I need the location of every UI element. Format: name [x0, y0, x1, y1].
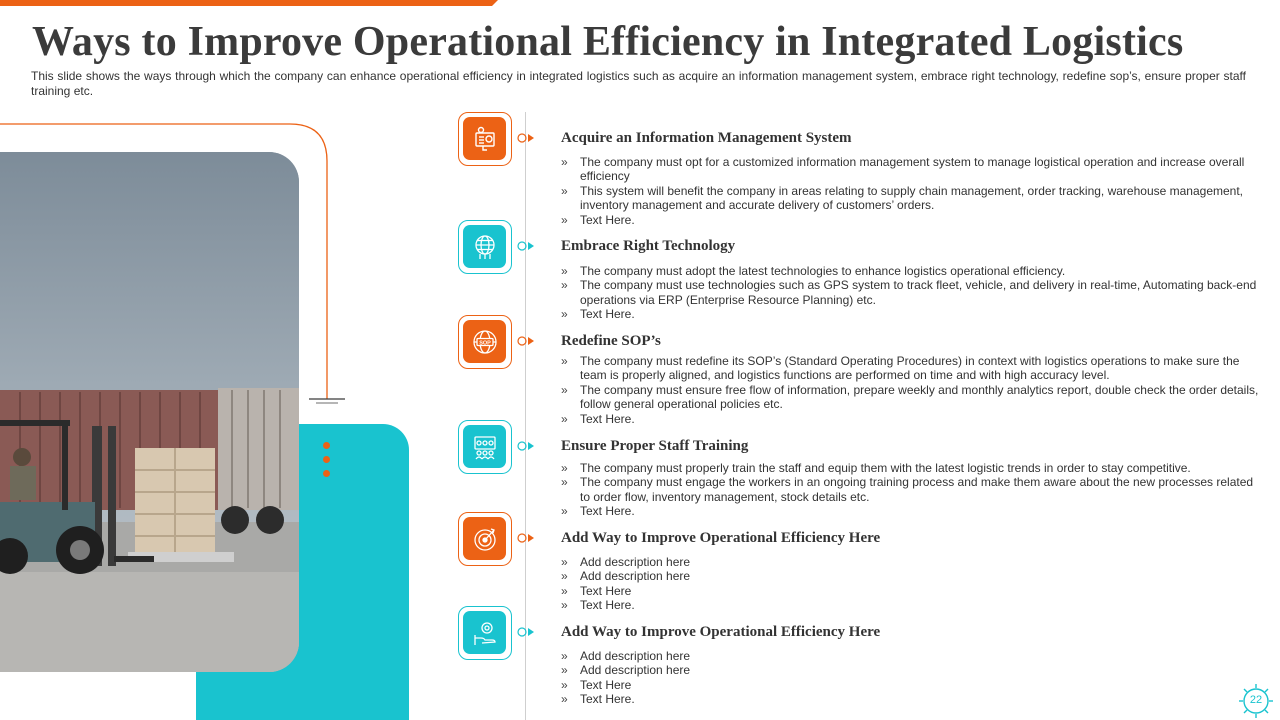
item-bullets — [561, 264, 1261, 322]
bullet-point: » The company must properly train the staff and equip them with the latest logistic trends in order to stay competitive. — [561, 461, 1261, 475]
bullet-point: » Text Here — [561, 584, 1261, 598]
bullet-point: » The company must redefine its SOP’s (Standard Operating Procedures) in context with logistics operations to make sure the team is properly aligned, and logistics functions are performed on time and with high accuracy level. — [561, 354, 1261, 383]
timeline-node-orange — [517, 132, 535, 144]
bullet-point: » Add description here — [561, 555, 1261, 569]
item-title: Ensure Proper Staff Training — [561, 438, 749, 454]
slide-title: Ways to Improve Operational Efficiency in Integrated Logistics — [32, 19, 1184, 65]
bullet-point: » Add description here — [561, 569, 1261, 583]
bullet-point: » The company must use technologies such as GPS system to track fleet, vehicle, and delivery in real-time, Automating back-end operations via ERP (Enterprise Resource Planning) etc. — [561, 278, 1261, 307]
target-efficiency-icon — [458, 512, 512, 566]
svg-text:SOP: SOP — [478, 339, 491, 346]
bullet-point: » The company must ensure free flow of information, prepare weekly and monthly analytics report, double check the order details, follow general operational policies etc. — [561, 383, 1261, 412]
bullet-point: » Add description here — [561, 663, 1261, 677]
timeline-node-orange — [517, 335, 535, 347]
bullet-point: » Text Here. — [561, 213, 1261, 227]
bullet-point: » The company must adopt the latest technologies to enhance logistics operational efficiency. — [561, 264, 1261, 278]
page-number: 22 — [1249, 694, 1263, 706]
item-bullets — [561, 649, 1261, 707]
item-title: Redefine SOP’s — [561, 333, 661, 349]
timeline-node-teal — [517, 626, 535, 638]
sop-globe-icon — [458, 315, 512, 369]
bullet-point: » This system will benefit the company in areas relating to supply chain management, order tracking, warehouse management, inventory management and accurate delivery of customers’ orders. — [561, 184, 1261, 213]
bullet-point: » Text Here — [561, 678, 1261, 692]
item-bullets — [561, 555, 1261, 613]
bullet-point: » The company must opt for a customized information management system to manage logistical operation and increase overall efficiency — [561, 155, 1261, 184]
slide-subtitle: This slide shows the ways through which the company can enhance operational efficiency in integrated logistics such as acquire an information management system, embrace right technology, redefine sop’s, ensure proper staff training etc. — [31, 69, 1246, 98]
timeline-node-teal — [517, 440, 535, 452]
forklift-container-photo — [0, 152, 299, 672]
hand-gear-icon — [458, 606, 512, 660]
globe-technology-icon — [458, 220, 512, 274]
bullet-point: » Text Here. — [561, 412, 1261, 426]
item-title: Embrace Right Technology — [561, 238, 736, 254]
bullet-point: » Add description here — [561, 649, 1261, 663]
staff-training-icon — [458, 420, 512, 474]
item-bullets — [561, 155, 1261, 227]
bullet-point: » Text Here. — [561, 504, 1261, 518]
item-title: Add Way to Improve Operational Efficiency Here — [561, 624, 881, 640]
item-bullets — [561, 461, 1261, 519]
item-title: Add Way to Improve Operational Efficiency Here — [561, 530, 881, 546]
item-title: Acquire an Information Management System — [561, 130, 852, 146]
bullet-point: » Text Here. — [561, 692, 1261, 706]
bullet-point: » Text Here. — [561, 307, 1261, 321]
timeline-node-orange — [517, 532, 535, 544]
orange-dots-decoration — [323, 442, 333, 484]
bullet-point: » The company must engage the workers in an ongoing training process and make them aware about the new processes related to order flow, inventory management, stock details etc. — [561, 475, 1261, 504]
bullet-point: » Text Here. — [561, 598, 1261, 612]
info-management-icon — [458, 112, 512, 166]
item-bullets — [561, 354, 1261, 426]
timeline-node-teal — [517, 240, 535, 252]
page-number-badge — [1237, 682, 1275, 720]
